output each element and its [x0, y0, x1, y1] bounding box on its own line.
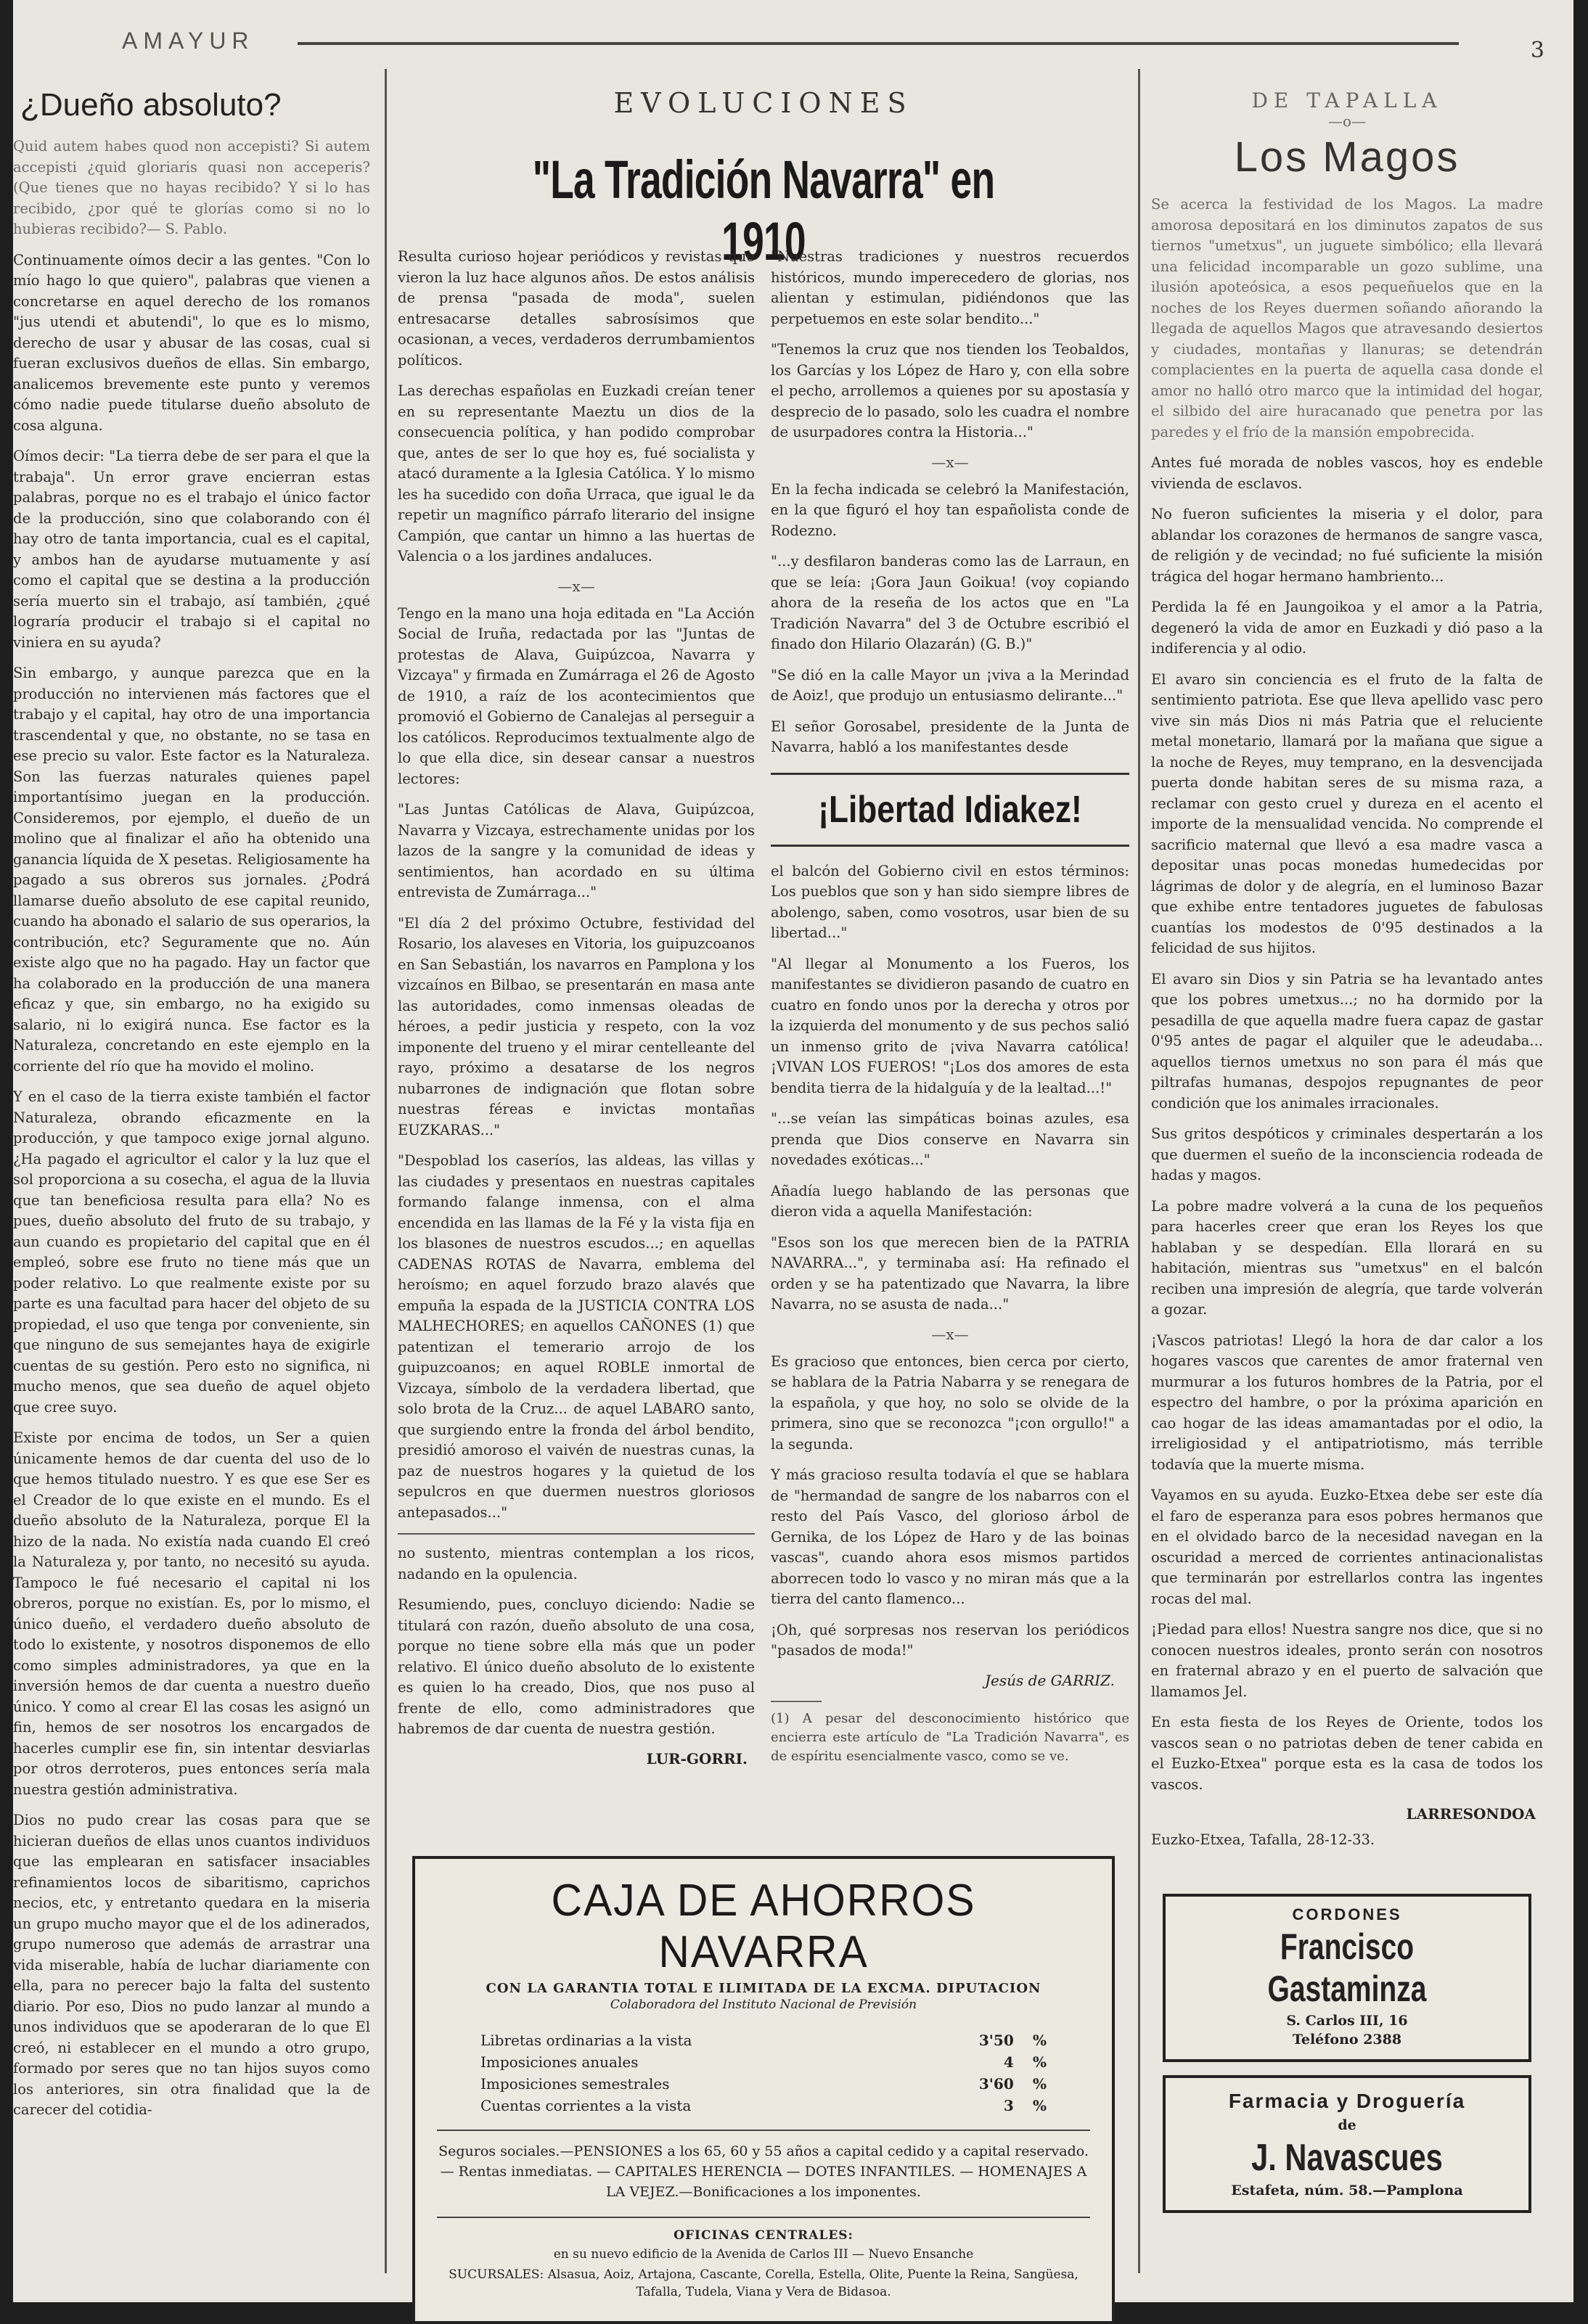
rate-value: 4 — [1003, 2053, 1014, 2071]
ad-offices-title: OFICINAS CENTRALES: — [674, 2228, 854, 2243]
article-paragraph: Añadía luego hablando de las personas que dieron vida a aquella Manifestación: — [771, 1182, 1129, 1220]
article-paragraph: Es gracioso que entonces, bien cerca por cierto, se hablara de la Patria Nabarra y se renegara de la española, y que hoy, no solo se olvide de la primera, sino que se reconozca "¡con orgullo!" a la segunda. — [771, 1352, 1129, 1453]
magos-body — [1151, 194, 1543, 1885]
libertad-headline: ¡Libertad Idiakez! — [818, 788, 1082, 831]
ad-kicker: CORDONES — [1292, 1905, 1402, 1923]
rate-unit: % — [1032, 2032, 1047, 2049]
ornament: —o— — [1327, 112, 1367, 130]
article-paragraph: Existe por encima de todos, un Ser a quien únicamente hemos de dar cuenta del uso de lo que hemos titulado nuestro. Y es que ese Ser es el Creador de lo que existe en el mundo. Es el dueño absoluto de la Naturaleza, porque El la hizo de la nada. No existía nada cuando El creó la Naturaleza y, por tanto, no necesitó su ayuda. Tampoco le fué necesario el capital ni los obreros, porque no existían. Es, por lo mismo, el único dueño, el verdadero dueño absoluto de todo lo existente, y nosotros disponemos de ello como simples administradores, ya que en la inversión hemos de dar cuenta a nuestro dueño único. Y como al crear El las cosas les asignó un fin, hemos de ser nosotros los encargados de hacerles cumplir ese fin, sin intentar desviarlas por otros derroteros, pues entonces sería mala nuestra gestión administrativa. — [13, 1429, 370, 1798]
libertad-headline-box — [771, 773, 1129, 847]
caja-ahorros-advertisement — [412, 1856, 1115, 2324]
section-rule — [398, 1533, 755, 1535]
ad-rule — [437, 2130, 1090, 2131]
article-paragraph: Y en el caso de la tierra existe también el factor Naturaleza, obrando eficazmente en la producción, y que tampoco exige jornal alguno. ¿Ha pagado el agricultor el calor y la luz que el sol proporciona a su cosecha, el agua de la lluvia que tan beneficiosa resulta para ella? No es pues, dueño absoluto del fruto de su trabajo, y aun cuando es propietario del capital que en él empleó, sobre ese fruto no tiene más que un poder relativo. Lo que realmente existe por su parte es una facultad para hacer del objeto de su propiedad, el uso que tenga por conveniente, sin que ninguno de sus semejantes haya de exigirle cuentas de su gestión. Pero esto no significa, ni mucho menos, que sea dueño de aquel objeto que cree suyo. — [13, 1088, 370, 1416]
article-paragraph: "...y desfilaron banderas como las de Larraun, en que se leía: ¡Gora Jaun Goikua! (voy copiando ahora de la reseña de los actos que en "La Tradición Navarra" del 3 de Octubre escribió el finado don Hilario Olazarán) (G. B.)" — [771, 553, 1129, 652]
article-paragraph: ¡Piedad para ellos! Nuestra sangre nos dice, que si no conocen nuestros ideales, pronto serán con nosotros en fraternal abrazo y en el puerto de salvación que llamamos Jel. — [1151, 1621, 1543, 1700]
evoluciones-left-column — [398, 247, 755, 1838]
masthead-rule — [298, 42, 1459, 45]
interest-rates-table — [480, 2029, 1047, 2116]
section-title: DE TAPALLA — [1251, 89, 1443, 112]
article-paragraph: No fueron suficientes la miseria y el dolor, para ablandar los corazones de hermanos de sangre vasca, de religión y de vecindad; no fué suficiente la misión trágica del hogar hermano hambriento... — [1151, 506, 1543, 585]
article-paragraph: ¡Vascos patriotas! Llegó la hora de dar calor a los hogares vascos que carentes de amor fraternal ven murmurar a los futuros hombres de la Patria, por el espectro del hambre, o por la próxima aparición en cao hogar de las ideas amamantadas por el odio, la irreligiosidad y el antipatriotismo, más terrible todavía que la muerte misma. — [1151, 1331, 1543, 1473]
article-paragraph: Y más gracioso resulta todavía el que se hablara de "hermandad de sangre de los nabarros con el resto del País Vasco, del glorioso árbol de Gernika, de los López de Haro y de las boinas vascas", cuando ahora esos mismos partidos aborrecen todo lo vasco y no miran más que a la tierra del canto flamenco... — [771, 1466, 1129, 1607]
article-paragraph: "Se dió en la calle Mayor un ¡viva a la Merindad de Aoiz!, que produjo un entusiasmo delirante..." — [771, 666, 1129, 704]
ad-address: S. Carlos III, 16 — [1286, 2013, 1408, 2029]
ad-kicker: Farmacia y Droguería — [1228, 2090, 1466, 2112]
rate-unit: % — [1032, 2097, 1047, 2114]
article-paragraph: "Al llegar al Monumento a los Fueros, los manifestantes se dividieron pasando de cuatro en cuatro en fondo unos por la derecha y otros por la izquierda del monumento y de sus pechos salió un inmenso grito de ¡viva Navarra católica! ¡VIVAN LOS FUEROS! "¡Los dos amores de esta bendita tierra de la hidalguía y de la lealtad...!" — [771, 955, 1129, 1096]
article-paragraph: En esta fiesta de los Reyes de Oriente, todos los vascos sean o no patriotas deben de tener cabida en el Euzko-Etxea" porque esta es la casa de todos los vascos. — [1151, 1714, 1543, 1793]
article-title: "La Tradición Navarra" en 1910 — [532, 149, 995, 271]
article-paragraph: no sustento, mientras contemplan a los ricos, nadando en la opulencia. — [398, 1545, 755, 1582]
rate-label: Imposiciones semestrales — [480, 2075, 670, 2093]
article-paragraph: El señor Gorosabel, presidente de la Junta de Navarra, habló a los manifestantes desde — [771, 718, 1129, 755]
ad-address: Estafeta, núm. 58.—Pamplona — [1231, 2183, 1463, 2198]
table-row — [480, 2073, 1047, 2095]
ad-rule — [437, 2217, 1090, 2218]
article-paragraph: Antes fué morada de nobles vascos, hoy es endeble vivienda de esclavos. — [1151, 454, 1543, 492]
rate-unit: % — [1032, 2053, 1047, 2071]
article-paragraph: "El día 2 del próximo Octubre, festividad del Rosario, los alaveses en Vitoria, los guipuzcoanos en San Sebastián, los navarros en Pamplona y los vizcaínos en Bilbao, se presentarán en masa ante las autoridades, como inmensas oleadas de héroes, a pedir justicia y respeto, con la voz imponente del trueno y el mirar centelleante del rayo, próximo a desatarse de los negros nubarrones de indignación que flotan sobre nuestras féreas e invictas montañas EUZKARAS..." — [398, 914, 755, 1138]
column-divider — [1138, 69, 1140, 2273]
section-title: EVOLUCIONES — [613, 87, 914, 119]
evoluciones-right-column — [771, 247, 1129, 1838]
article-paragraph: ¡Oh, qué sorpresas nos reservan los periódicos "pasados de moda!" — [771, 1621, 1129, 1659]
rate-value: 3 — [1003, 2097, 1014, 2114]
article-signature: Jesús de GARRIZ. — [985, 1671, 1115, 1689]
article-paragraph: Perdida la fé en Jaungoikoa y el amor a la Patria, degeneró la vida de amor en Euzkadi y dió paso a la indiferencia y al odio. — [1151, 599, 1543, 657]
separator: —x— — [931, 453, 969, 471]
separator: —x— — [557, 577, 595, 595]
rate-value: 3'50 — [978, 2032, 1014, 2049]
rate-value: 3'60 — [978, 2075, 1014, 2093]
ad-phone: Teléfono 2388 — [1292, 2032, 1402, 2048]
article-paragraph: Se acerca la festividad de los Magos. La madre amorosa depositará en los diminutos zapatos de sus tiernos "umetxus", un juguete simbólico; ella llevará una felicidad incomparable un gozo sublime, una ilusión apoteósica, a esos pequeñuelos que en la noches de los Reyes duermen soñando añorando la llegada de aquellos Magos que atravesando desiertos y ciudades, montañas y llanuras; se detendrán complacientes en la puerta de aquella casa donde el amor no halló otro marco que la intimidad del hogar, el silbido del aire huracanado que penetra por las paredes y el frío de la mansión empobrecida. — [1151, 196, 1543, 440]
rate-unit: % — [1032, 2075, 1047, 2093]
article-paragraph: "Tenemos la cruz que nos tienden los Teobaldos, los Garcías y los López de Haro y, con ella sobre el pecho, arrollemos a quienes por su apostasía y desprecio de lo pasado, solo les cuadra el nombre de usurpadores contra la Historia..." — [771, 341, 1129, 440]
page-number: 3 — [1530, 38, 1544, 63]
article-paragraph: Continuamente oímos decir a las gentes. "Con lo mío hago lo que quiero", palabras que vienen a concretarse en aquel derecho de los romanos "jus utendi et abutendi", lo que es lo mismo, derecho de usar y abusar de las cosas, cual si fueran exclusivos dueños de ellas. Sin embargo, analicemos brevemente este punto y veremos cómo nadie puede titularse dueño absoluto de cosa alguna. — [13, 251, 370, 434]
newspaper-page — [13, 0, 1573, 2302]
article-los-magos — [1151, 65, 1543, 2288]
article-title: Los Magos — [1234, 134, 1460, 181]
rate-label: Cuentas corrientes a la vista — [480, 2097, 692, 2114]
column-divider — [385, 69, 387, 2273]
article-paragraph: Dios no pudo crear las cosas para que se hicieran dueños de ellas unos cuantos individuos que las emplearan en satisfacer insaciables refinamientos locos de sibaritismo, caprichos necios, etc, y entretanto quedara en la miseria un grupo mucho mayor que el de los adinerados, grupo numeroso que además de arrastrar una vida miserable, había de luchar diariamente con ella, para no perecer bajo la falta del sustento diario. Por eso, Dios no pudo lanzar al mundo a unos individuos que se apoderaran de lo que El creó, ni establecer en el mundo a otro grupo, formado por seres que no tan hijos suyos como los anteriores, sin otra finalidad que la de carecer del cotidia- — [13, 1812, 370, 2118]
article-paragraph: "...se veían las simpáticas boinas azules, esa prenda que Dios conserve en Navarra sin novedades exóticas..." — [771, 1110, 1129, 1168]
ad-branches: SUCURSALES: Alsasua, Aoiz, Artajona, Cascante, Corella, Estella, Olite, Puente la Reina, Sangüesa, Tafalla, Tudela, Viana y Vera de Bidasoa. — [449, 2267, 1079, 2299]
article-paragraph: En la fecha indicada se celebró la Manifestación, en la que figuró el hoy tan españolista conde de Rodezno. — [771, 480, 1129, 539]
article-paragraph: "Las Juntas Católicas de Alava, Guipúzcoa, Navarra y Vizcaya, estrechamente unidas por los lazos de la sangre y la comunidad de ideas y sentimientos, han acordado en su última entrevista de Zumárraga..." — [398, 801, 755, 900]
article-paragraph: Sin embargo, y aunque parezca que en la producción no intervienen más factores que el trabajo y el capital, hay otro de una importancia trascendental y que, no obstante, no se tasa en ese precio su valor. Este factor es la Naturaleza. Son las fuerzas naturales quienes papel importantísimo juegan en la producción. Consideremos, por ejemplo, el dueño de un molino que al finalizar el año ha obtenido una ganancia líquida de X pesetas. Religiosamente ha pagado a sus obreros sus jornales. ¿Podrá llamarse dueño absoluto de ese capital reunido, cuando ha abonado el salario de sus operarios, la contribución, etc? Seguramente que no. Aún existe algo que no ha pagado. Hay un factor que ha colaborado en la producción de una manera eficaz y que, sin embargo, no ha exigido su salario, ni lo exigirá nunca. Ese factor es la Naturaleza, concretando en este ejemplo en la corriente del río que ha movido el molino. — [13, 665, 370, 1075]
article-paragraph: Oímos decir: "La tierra debe de ser para el que la trabaja". Un error grave encierran estas palabras, porque no es el trabajo el único factor de la producción, sino que colaborando con él hay otro de tanta importancia, cual es el capital, y ambos han de ayudarse mutuamente y así como el capital que se destina a la producción sería muerto sin el trabajo, así también, ¿qué lograría producir el trabajo si el capital no viniera en su ayuda? — [13, 448, 370, 651]
ad-name: J. Navascues — [1251, 2137, 1443, 2179]
article-paragraph: La pobre madre volverá a la cuna de los pequeños para hacerles creer que eran los Reyes los que hablaban y se despedían. Ella llorará en su habitación, mientras sus "umetxus" en el balcón reciben una impresión de alegría, que tarde volverán a gozar. — [1151, 1197, 1543, 1318]
ad-name: Francisco Gastaminza — [1267, 1926, 1427, 2009]
table-row — [480, 2095, 1047, 2116]
article-paragraph: El avaro sin Dios y sin Patria se ha levantado antes que los pobres umetxus...; no ha dormido por la pesadilla de que aquella madre fuera capaz de gastar 0'95 antes de pagar el alquiler que le adeudaba... aquellos tiernos umetxus no son para él más que piltrafas humanas, despojos repugnantes de peor condición que los animales irracionales. — [1151, 970, 1543, 1112]
rate-label: Libretas ordinarias a la vista — [480, 2032, 692, 2049]
article-paragraph: Las derechas españolas en Euzkadi creían tener en su representante Maeztu un dios de la consecuencia política, y han podido comprobar que, antes de ser lo que hoy es, fué socialista y atacó duramente a la Iglesia Católica. Y lo mismo les ha sucedido con doña Urraca, que igual le da repetir un magnífico párrafo literario del insigne Campión, que cantar un himno a las huertas de Valencia o a los jardines andaluces. — [398, 382, 755, 564]
article-paragraph: "Esos son los que merecen bien de la PATRIA NAVARRA...", y terminaba así: Ha refinado el orden y se ha patentizado que Navarra, la libre Navarra, no se asusta de nada..." — [771, 1233, 1129, 1313]
separator: —x— — [931, 1325, 969, 1343]
table-row — [480, 2029, 1047, 2051]
article-paragraph: "Despoblad los caseríos, las aldeas, las villas y las ciudades y presentaos en nuestras capitales formando falange inmensa, con el alma encendida en las llamas de la Fé y la vista fija en los blasones de nuestros escudos...; en aquellas CADENAS ROTAS de Navarra, emblema del heroísmo; en aquel forzudo brazo alavés que empuña la espada de la JUSTICIA CONTRA LOS MALHECHORES; en aquellos CAÑONES (1) que patentizan el temerario arrojo de los guipuzcoanos; en aquel ROBLE inmortal de Vizcaya, símbolo de la verdadera libertad, que solo brota de la Cruz... de aquel LABARO santo, que surgiendo entre la fronda del árbol bendito, presidió amoroso el vaivén de nuestras cunas, la paz de nuestros hogares y la quietud de los sepulcros en que duermen nuestros gloriosos antepasados..." — [398, 1152, 755, 1521]
article-signature: LUR-GORRI. — [646, 1749, 748, 1767]
article-paragraph: El avaro sin conciencia es el fruto de la falta de sentimiento patriota. Ese que lleva apellido vasc pero vive sin más Dios ni más Patria que el reluciente metal monetario, llamará por la mañana que sigue a la noche de Reyes, muy temprano, en la desvencijada puerta donde habitan seres de su misma raza, a reclamar con gesto cruel y dureza en el acento el importe de la mensualidad vencida. No comprende el sacrificio maternal que llevó a esa madre vasca a depositar unas pocas monedas humedecidas por lágrimas de dolor y de alegría, en el luminoso Bazar que exhibe entre tentadores juguetes de fabulosas cuantías los modestos de 0'95 destinados a la felicidad de sus hijitos. — [1151, 670, 1543, 956]
paper-name: AMAYUR — [122, 28, 255, 54]
ad-subtitle-2: Colaboradora del Instituto Nacional de Previsión — [610, 1997, 917, 2012]
ad-services: Seguros sociales.—PENSIONES a los 65, 60 y 55 años a capital cedido y a capital reservado. — Rentas inmediatas. — CAPITALES HERENCIA — DOTES INFANTILES. — HOMENAJES A LA VEJEZ.—Bonificaciones a los imponentes. — [438, 2143, 1089, 2200]
table-row — [480, 2051, 1047, 2073]
rate-label: Imposiciones anuales — [480, 2053, 639, 2071]
article-signature: LARRESONDOA — [1406, 1805, 1536, 1823]
ad-subtitle: CON LA GARANTIA TOTAL E ILIMITADA DE LA EXCMA. DIPUTACION — [486, 1981, 1041, 1996]
ad-connector: de — [1338, 2117, 1356, 2133]
article-evoluciones — [398, 65, 1129, 2299]
navascues-advertisement — [1163, 2075, 1531, 2213]
footnote-rule — [771, 1701, 822, 1702]
article-dueno-absoluto — [13, 65, 370, 2288]
article-paragraph: Quid autem habes quod non accepisti? Si autem accepisti ¿quid gloriaris quasi non acceperis? (Que tienes que no hayas recibido? Y si lo has recibido, ¿por qué te glorías como si no lo hubieras recibido?— S. Pablo. — [13, 138, 370, 237]
article-paragraph: el balcón del Gobierno civil en estos términos: Los pueblos que son y han sido siempre libres de abolengo, saben, como vosotros, usar bien de su libertad..." — [771, 862, 1129, 941]
ad-offices: en su nuevo edificio de la Avenida de Carlos III — Nuevo Ensanche — [553, 2247, 974, 2262]
article-paragraph: Resumiendo, pues, concluyo diciendo: Nadie se titulará con razón, dueño absoluto de una cosa, porque no tiene sobre ella más que un poder relativo. El único dueño absoluto de lo existente es quien lo ha creado, Dios, que nos puso al frente de ello, como administradores que habremos de dar cuenta de nuestra gestión. — [398, 1596, 755, 1737]
article-paragraph: Sus gritos despóticos y criminales despertarán a los que duermen el sueño de la inconsciencia rodeada de hadas y magos. — [1151, 1125, 1543, 1183]
article-paragraph: "Nuestras tradiciones y nuestros recuerdos históricos, mundo imperecedero de glorias, nos alientan y estimulan, pidiéndonos que las perpetuemos en este solar bendito..." — [771, 248, 1129, 327]
article-paragraph: Resulta curioso hojear periódicos y revistas que vieron la luz hace algunos años. De estos análisis de prensa "pasada de moda", suelen entresacarse detalles sabrosísimos que ocasionan, a veces, verdaderos derrumbamientos políticos. — [398, 248, 755, 369]
article-paragraph: Vayamos en su ayuda. Euzko-Etxea debe ser este día el faro de esperanza para esos pobres hermanos que en el olvidado barco de la necesidad navegan en la oscuridad a merced de corrientes antinacionalistas que terminarán por estrellarlos contra las ingentes rocas del mal. — [1151, 1487, 1543, 1607]
article-paragraph: Tengo en la mano una hoja editada en "La Acción Social de Iruña, redactada por las "Juntas de protestas de Alava, Guipúzcoa, Navarra y Vizcaya" y firmada en Zumárraga el 26 de Agosto de 1910, a raíz de los acontecimientos que promovió el Gobierno de Canalejas al perseguir a los católicos. Reproducimos textualmente algo de lo que ella dice, sin desear cansar a nuestros lectores: — [398, 604, 755, 787]
footnote: (1) A pesar del desconocimiento histórico que encierra este artículo de "La Tradición Navarra", es de espíritu esencialmente vasco, como se ve. — [771, 1710, 1129, 1764]
gastaminza-advertisement — [1163, 1894, 1531, 2062]
ad-title: CAJA DE AHORROS NAVARRA — [551, 1876, 976, 1977]
article-title: ¿Dueño absoluto? — [20, 87, 282, 123]
place-date: Euzko-Etxea, Tafalla, 28-12-33. — [1151, 1831, 1375, 1848]
